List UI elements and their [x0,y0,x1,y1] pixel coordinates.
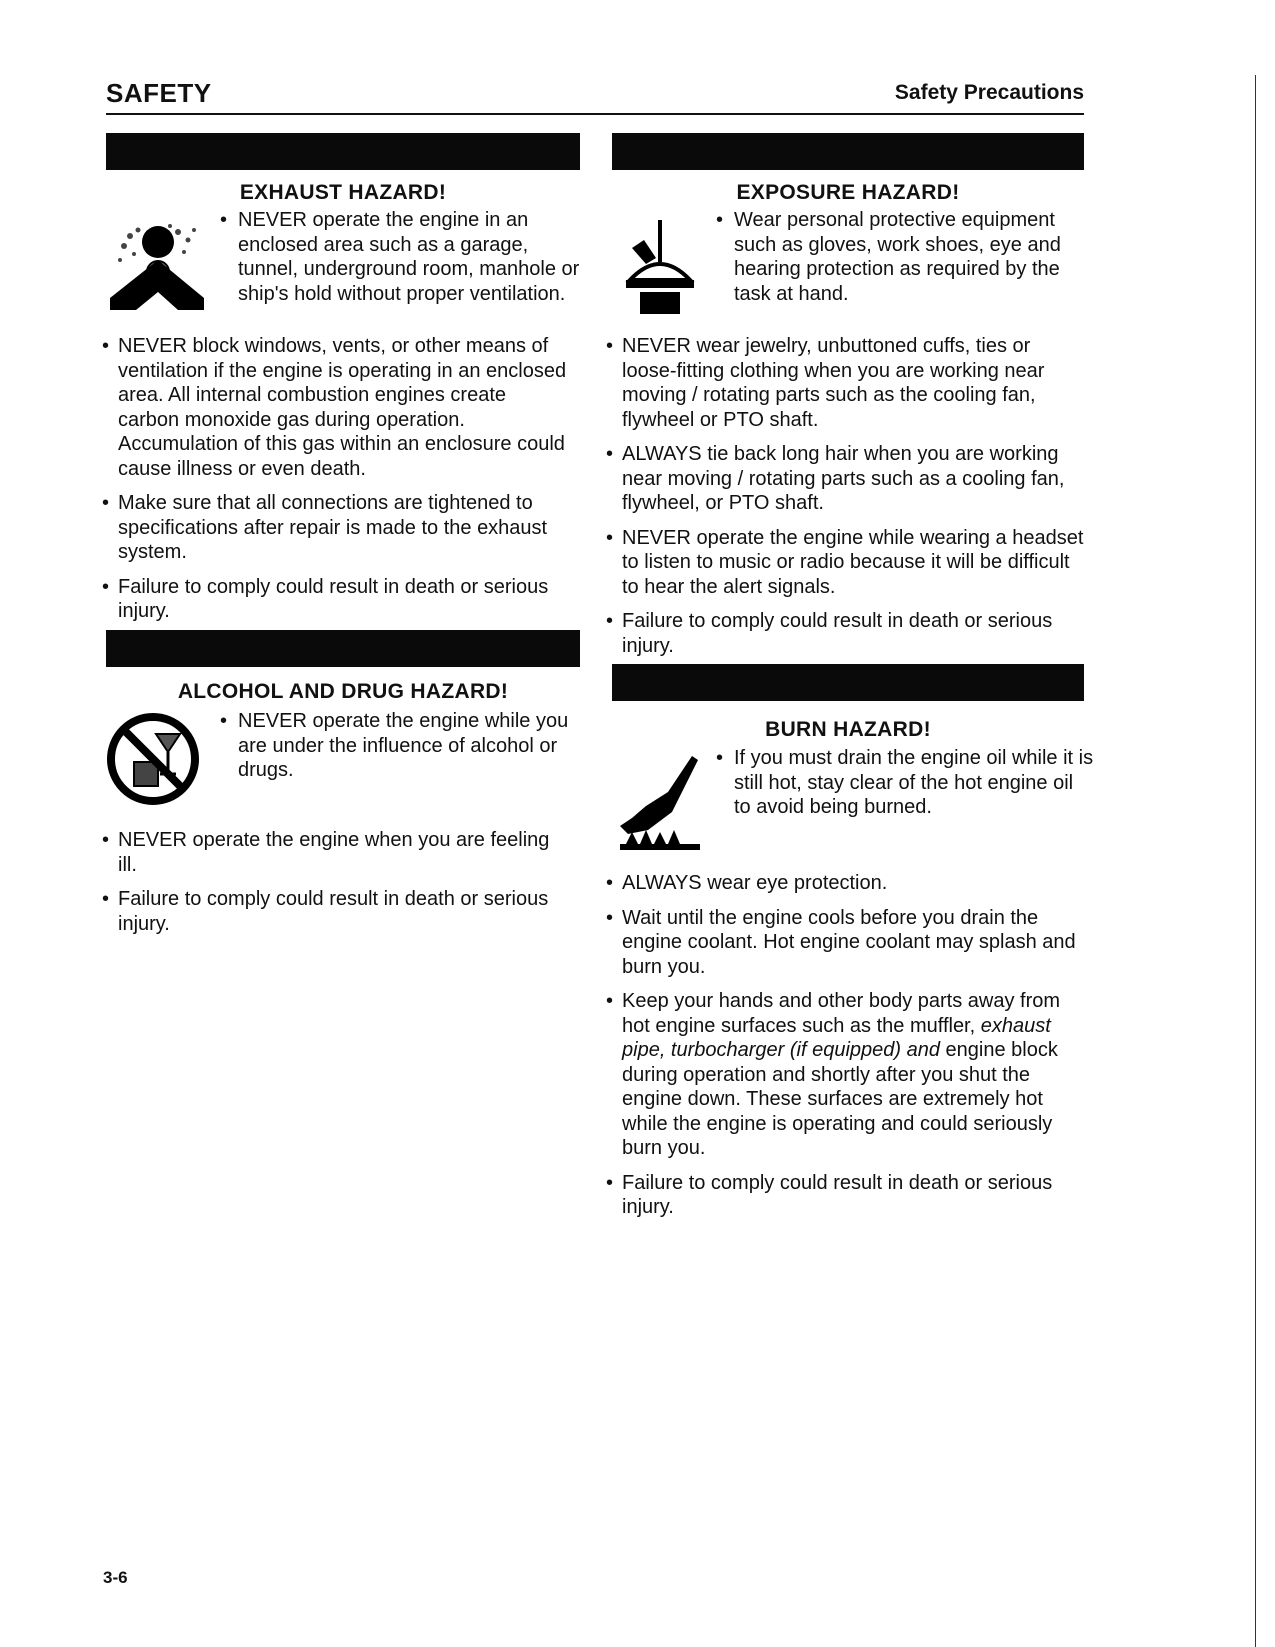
exhaust-gas-person-icon [108,218,206,310]
page-topic: Safety Precautions [894,81,1084,104]
list-item: • NEVER operate the engine when you are feeling ill. [100,828,570,877]
no-alcohol-icon [106,712,200,806]
list-item: • Failure to comply could result in death or serious injury. [604,1171,1084,1220]
exposure-warning-bar [612,133,1084,170]
header-divider [106,113,1084,115]
list-item: • NEVER wear jewelry, unbuttoned cuffs, ties or loose-fitting clothing when you are working near moving / rotating parts such as the cooling fan, flywheel or PTO shaft. [604,334,1084,432]
list-item: • NEVER block windows, vents, or other means of ventilation if the engine is operating in an enclosed area. All internal combustion engines create carbon monoxide gas during operation. Accumulation of this gas within an enclosure could cause illness or even death. [100,334,570,481]
exposure-hazard-title: EXPOSURE HAZARD! [736,181,960,204]
section-title: SAFETY [106,78,212,108]
alcohol-bullet-list [100,828,570,946]
list-item: • ALWAYS wear eye protection. [604,871,1084,896]
burn-warning-bar [612,664,1084,701]
list-item: • ALWAYS tie back long hair when you are working near moving / rotating parts such as a cooling fan, flywheel, or PTO shaft. [604,442,1084,516]
list-item: • Wait until the engine cools before you drain the engine coolant. Hot engine coolant may splash and burn you. [604,906,1084,980]
alcohol-warning-bar [106,630,580,667]
list-item: • NEVER operate the engine while wearing a headset to listen to music or radio because it will be difficult to hear the alert signals. [604,526,1084,600]
exhaust-lead-bullet: • NEVER operate the engine in an enclosed area such as a garage, tunnel, underground room, manhole or ship's hold without proper ventilation. [220,208,583,306]
protective-equipment-icon [622,218,698,318]
list-item: • Failure to comply could result in death or serious injury. [100,575,570,624]
keep-hands-text-b: engine block during operation and shortly after you shut the engine down. These surfaces are extremely hot while the engine is operating and could seriously burn you. [622,1039,1058,1159]
exhaust-bullet-list [100,334,570,634]
exhaust-hazard-title: EXHAUST HAZARD! [239,181,447,204]
keep-hands-text-a: Keep your hands and other body parts away from hot engine surfaces such as the muffler, [622,990,1061,1037]
exposure-bullet-list [604,334,1084,668]
burn-hazard-title: BURN HAZARD! [765,718,931,741]
alcohol-lead-bullet: • NEVER operate the engine while you are under the influence of alcohol or drugs. [220,709,583,783]
exhaust-warning-bar [106,133,580,170]
page-edge-line [1255,75,1256,1647]
burn-bullet-list [604,871,1084,1230]
list-item: • Make sure that all connections are tightened to specifications after repair is made to the exhaust system. [100,491,570,565]
exposure-lead-bullet: • Wear personal protective equipment such as gloves, work shoes, eye and hearing protection as required by the task at hand. [716,208,1094,306]
hot-surface-hand-icon [612,752,708,852]
list-item: • Failure to comply could result in death or serious injury. [100,887,570,936]
keep-hands-italic-text: exhaust pipe, turbocharger (if equipped) and [622,1014,1051,1061]
list-item [604,989,1084,1161]
burn-lead-bullet: • If you must drain the engine oil while it is still hot, stay clear of the hot engine oil to avoid being burned. [716,746,1094,820]
alcohol-hazard-title: ALCOHOL AND DRUG HAZARD! [177,680,509,703]
list-item: • Failure to comply could result in death or serious injury. [604,609,1084,658]
page-number: 3-6 [103,1568,128,1587]
